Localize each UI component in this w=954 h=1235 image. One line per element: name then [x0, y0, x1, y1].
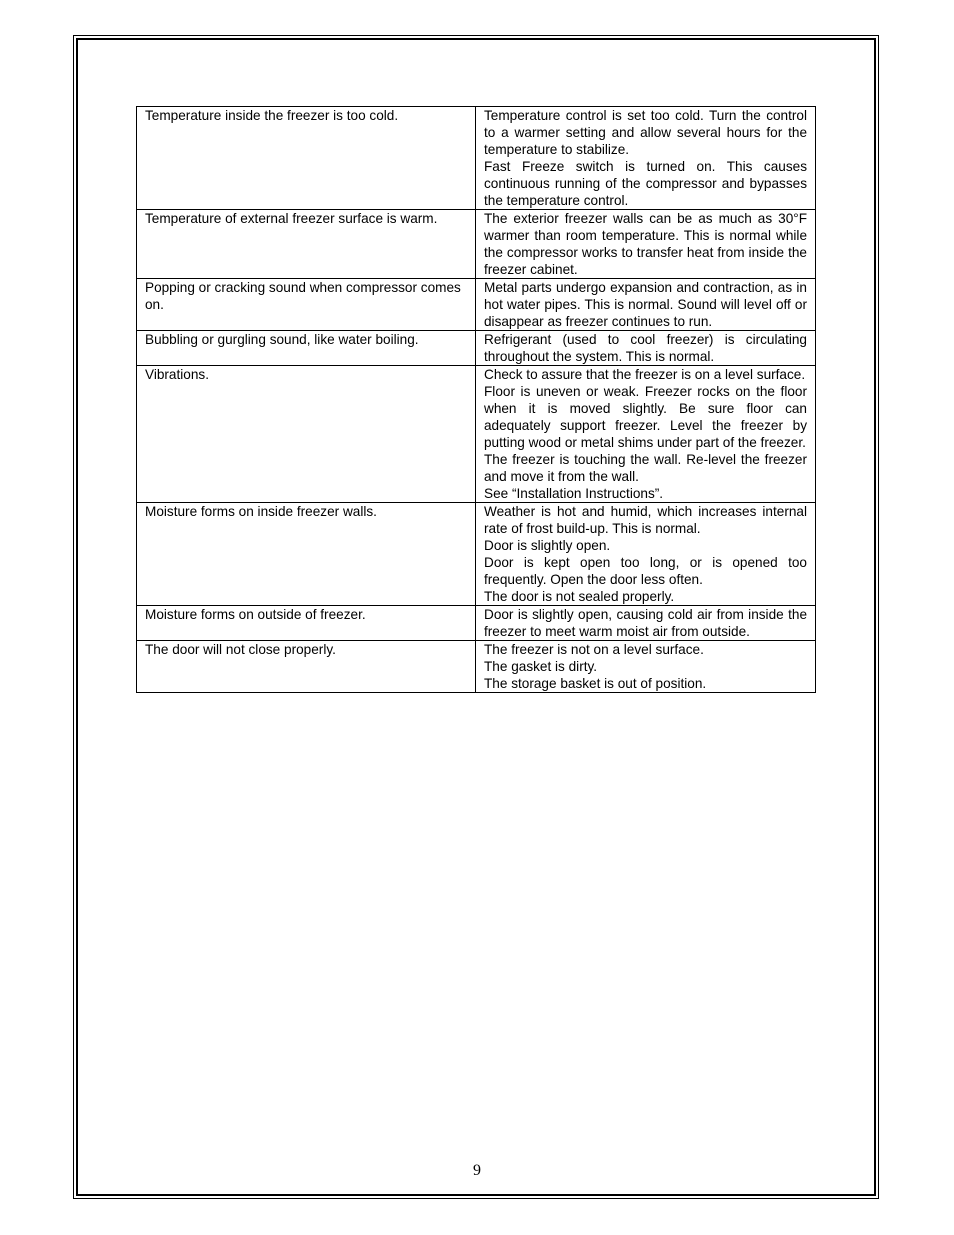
cause-paragraph: Floor is uneven or weak. Freezer rocks on the floor when it is moved slightly. Be sure floor can adequately support freezer. Level the freezer by putting wood or metal shims under part of the freezer.	[484, 384, 807, 450]
cause-paragraph: See “Installation Instructions”.	[484, 486, 664, 501]
problem-cell: Bubbling or gurgling sound, like water boiling.	[137, 331, 476, 366]
cause-paragraph: Refrigerant (used to cool freezer) is circulating throughout the system. This is normal.	[484, 332, 807, 364]
cause-cell	[476, 503, 816, 606]
table-row	[137, 606, 816, 641]
cause-paragraph: The door is not sealed properly.	[484, 589, 675, 604]
cause-paragraph: Fast Freeze switch is turned on. This causes continuous running of the compressor and bypasses the temperature control.	[484, 159, 807, 208]
cause-paragraph: The gasket is dirty.	[484, 659, 598, 674]
page-number: 9	[473, 1162, 481, 1179]
cause-paragraph: Weather is hot and humid, which increases internal rate of frost build-up. This is normal.	[484, 504, 807, 536]
problem-cell: Vibrations.	[137, 366, 476, 503]
cause-paragraph: Temperature control is set too cold. Turn the control to a warmer setting and allow several hours for the temperature to stabilize.	[484, 108, 807, 157]
cause-paragraph: Check to assure that the freezer is on a level surface.	[484, 367, 806, 382]
problem-cell: Temperature of external freezer surface is warm.	[137, 210, 476, 279]
cause-cell	[476, 366, 816, 503]
cause-cell	[476, 641, 816, 693]
table-row	[137, 503, 816, 606]
table-row	[137, 366, 816, 503]
table-row	[137, 107, 816, 210]
table-row	[137, 331, 816, 366]
cause-paragraph: Door is slightly open, causing cold air from inside the freezer to meet warm moist air from outside.	[484, 607, 807, 639]
table-row	[137, 641, 816, 693]
problem-cell: Moisture forms on outside of freezer.	[137, 606, 476, 641]
cause-cell	[476, 606, 816, 641]
problem-cell: Moisture forms on inside freezer walls.	[137, 503, 476, 606]
cause-paragraph: Door is kept open too long, or is opened too frequently. Open the door less often.	[484, 555, 807, 587]
troubleshooting-table-body	[137, 107, 816, 693]
cause-paragraph: The freezer is touching the wall. Re-level the freezer and move it from the wall.	[484, 452, 807, 484]
cause-paragraph: Metal parts undergo expansion and contraction, as in hot water pipes. This is normal. Sound will level off or disappear as freezer continues to run.	[484, 280, 807, 329]
problem-cell: Popping or cracking sound when compressor comes on.	[137, 279, 476, 331]
cause-cell	[476, 210, 816, 279]
cause-cell	[476, 279, 816, 331]
cause-cell	[476, 107, 816, 210]
cause-paragraph: The storage basket is out of position.	[484, 676, 707, 691]
problem-cell: Temperature inside the freezer is too cold.	[137, 107, 476, 210]
cause-paragraph: The freezer is not on a level surface.	[484, 642, 704, 657]
cause-cell	[476, 331, 816, 366]
problem-cell: The door will not close properly.	[137, 641, 476, 693]
cause-paragraph: Door is slightly open.	[484, 538, 611, 553]
cause-paragraph: The exterior freezer walls can be as much as 30°F warmer than room temperature. This is normal while the compressor works to transfer heat from inside the freezer cabinet.	[484, 211, 807, 277]
table-row	[137, 210, 816, 279]
troubleshooting-table	[136, 106, 816, 693]
table-row	[137, 279, 816, 331]
